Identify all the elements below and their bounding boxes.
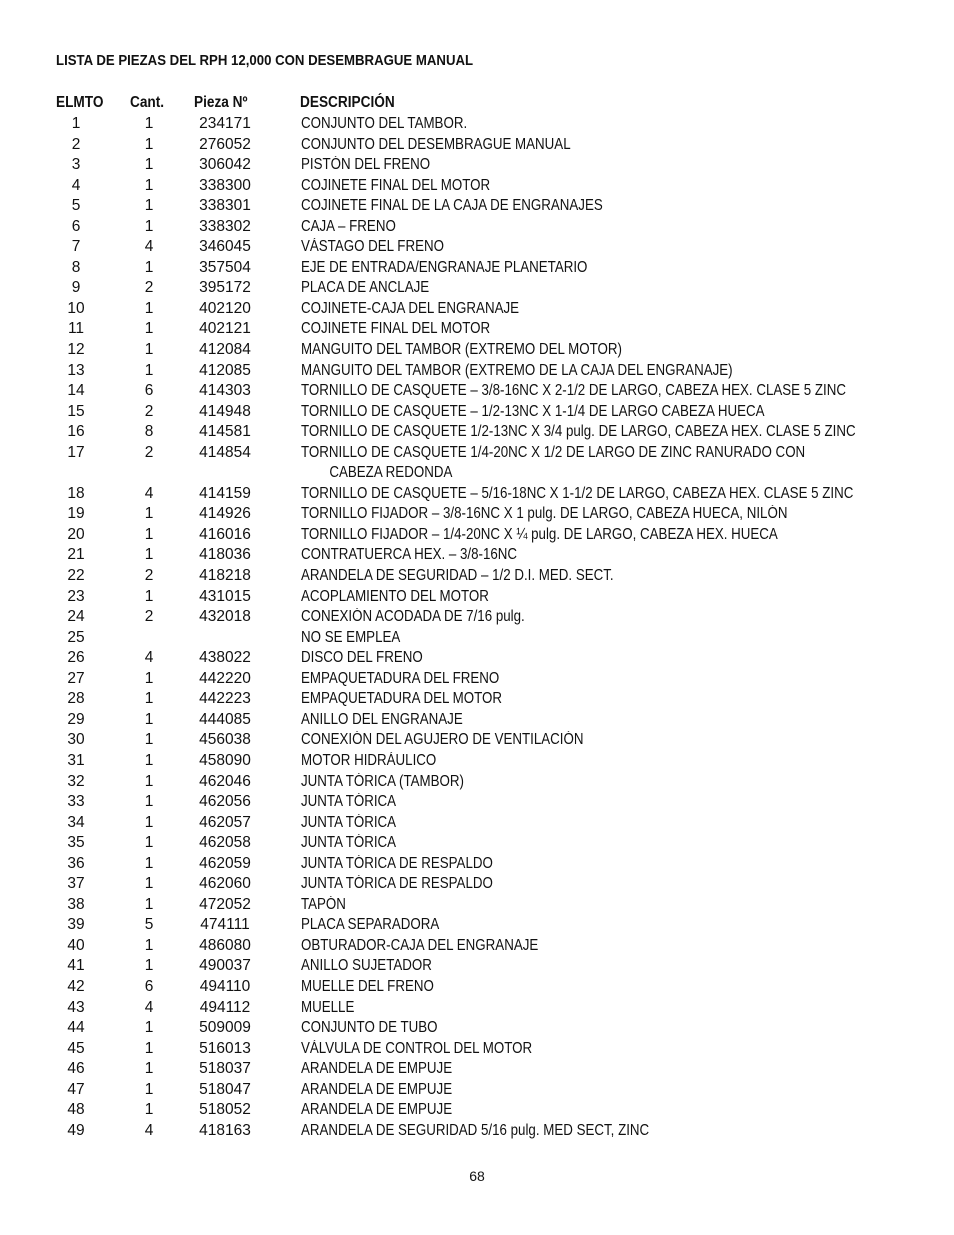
table-row [0,792,954,813]
cell-pieza: 357504 [199,258,251,276]
cell-descripcion: EJE DE ENTRADA/ENGRANAJE PLANETARIO [301,258,588,276]
cell-pieza: 412084 [199,341,251,359]
cell-elmto: 21 [67,546,85,564]
cell-elmto: 24 [67,608,85,626]
cell-elmto: 49 [67,1121,85,1139]
cell-descripcion: ANILLO SUJETADOR [301,957,432,975]
table-row [0,710,954,731]
cell-pieza: 414159 [199,484,251,502]
cell-pieza: 462056 [199,793,251,811]
cell-descripcion: MUELLE [301,998,355,1016]
table-row [0,751,954,772]
cell-pieza: 458090 [199,751,251,769]
table-row [0,1018,954,1039]
cell-cant: 1 [144,690,154,708]
cell-cant: 1 [144,115,154,132]
cell-pieza: 494112 [199,998,251,1016]
cell-descripcion: MANGUITO DEL TAMBOR (EXTREMO DEL MOTOR) [301,341,622,359]
cell-elmto: 3 [71,156,81,174]
table-row [0,135,954,156]
cell-pieza: 416016 [199,525,251,543]
table-row [0,998,954,1019]
cell-elmto: 16 [67,423,85,441]
table-row [0,443,954,484]
table-row [0,299,954,320]
column-header-cant: Cant. [130,94,165,111]
cell-descripcion: TORNILLO DE CASQUETE – 1/2-13NC X 1-1/4 DE LARGO CABEZA HUECA [301,402,765,420]
cell-pieza: 338302 [199,217,251,235]
cell-elmto: 34 [67,813,85,831]
cell-elmto: 19 [67,505,85,523]
cell-pieza: 486080 [199,936,251,954]
cell-pieza: 442220 [199,669,251,687]
cell-cant: 1 [144,957,154,975]
cell-cant: 1 [144,731,154,749]
column-header-pieza: Pieza Nº [194,94,248,111]
cell-pieza: 516013 [199,1039,251,1057]
cell-cant: 4 [144,1121,154,1139]
cell-pieza: 518052 [199,1101,251,1119]
cell-elmto: 42 [67,977,85,995]
cell-elmto: 2 [71,135,81,153]
table-row [0,1059,954,1080]
cell-pieza: 234171 [199,115,251,132]
table-row [0,689,954,710]
cell-elmto: 14 [67,382,85,400]
cell-elmto: 4 [71,176,81,194]
cell-pieza: 462059 [199,854,251,872]
table-row [0,1121,954,1142]
table-row [0,196,954,217]
cell-descripcion: ARANDELA DE EMPUJE [301,1101,453,1119]
parts-table-body [0,114,954,1141]
table-row [0,854,954,875]
cell-cant: 1 [144,936,154,954]
cell-cant: 1 [144,669,154,687]
cell-pieza: 431015 [199,587,251,605]
cell-pieza: 442223 [199,690,251,708]
cell-descripcion: JUNTA TÓRICA [301,834,397,852]
cell-elmto: 36 [67,854,85,872]
cell-elmto: 11 [67,320,85,338]
cell-cant: 1 [144,299,154,317]
table-row [0,1039,954,1060]
table-row [0,648,954,669]
table-row [0,874,954,895]
cell-pieza: 472052 [199,895,251,913]
table-row [0,217,954,238]
cell-pieza: 414948 [199,402,251,420]
cell-descripcion: ACOPLAMIENTO DEL MOTOR [301,587,489,605]
cell-descripcion: JUNTA TÓRICA DE RESPALDO [301,854,493,872]
cell-pieza: 438022 [199,649,251,667]
cell-cant: 1 [144,176,154,194]
cell-elmto: 29 [67,710,85,728]
cell-pieza: 338301 [199,197,251,215]
table-row [0,340,954,361]
cell-pieza: 306042 [199,156,251,174]
cell-descripcion-continued: CABEZA REDONDA [329,464,453,482]
cell-cant: 1 [144,793,154,811]
cell-elmto: 7 [71,238,81,256]
cell-elmto: 48 [67,1101,85,1119]
cell-descripcion: TAPÓN [301,895,346,913]
cell-elmto: 35 [67,834,85,852]
table-row [0,977,954,998]
cell-cant: 1 [144,751,154,769]
table-row [0,114,954,135]
table-row [0,566,954,587]
table-row [0,484,954,505]
cell-cant: 1 [144,834,154,852]
cell-descripcion: OBTURADOR-CAJA DEL ENGRANAJE [301,936,539,954]
column-header-elmto: ELMTO [56,94,104,111]
cell-elmto: 39 [67,916,85,934]
cell-elmto: 23 [67,587,85,605]
cell-descripcion: COJINETE FINAL DEL MOTOR [301,176,491,194]
cell-cant: 1 [144,854,154,872]
cell-pieza: 462060 [199,875,251,893]
cell-cant: 1 [144,1101,154,1119]
cell-pieza: 418218 [199,567,251,585]
table-row [0,915,954,936]
cell-elmto: 46 [67,1060,85,1078]
cell-elmto: 41 [67,957,85,975]
cell-cant: 1 [144,1080,154,1098]
table-row [0,730,954,751]
cell-descripcion: TORNILLO FIJADOR – 3/8-16NC X 1 pulg. DE LARGO, CABEZA HUECA, NILÓN [301,505,788,523]
table-row [0,381,954,402]
cell-cant: 1 [144,135,154,153]
cell-descripcion: JUNTA TÓRICA [301,793,397,811]
cell-cant: 1 [144,875,154,893]
table-row [0,319,954,340]
cell-descripcion: CONJUNTO DEL TAMBOR. [301,115,468,132]
cell-pieza: 462057 [199,813,251,831]
cell-pieza: 462058 [199,834,251,852]
table-row [0,525,954,546]
cell-cant: 2 [144,279,154,297]
table-row [0,956,954,977]
cell-elmto: 30 [67,731,85,749]
cell-cant: 1 [144,217,154,235]
cell-descripcion: CAJA – FRENO [301,217,396,235]
cell-cant: 4 [144,484,154,502]
cell-descripcion: MOTOR HIDRÁULICO [301,751,437,769]
cell-elmto: 40 [67,936,85,954]
cell-pieza: 494110 [199,977,251,995]
cell-cant: 1 [144,1039,154,1057]
cell-descripcion: ANILLO DEL ENGRANAJE [301,710,463,728]
cell-cant: 1 [144,1060,154,1078]
cell-cant: 1 [144,197,154,215]
cell-pieza: 456038 [199,731,251,749]
cell-descripcion: PISTÓN DEL FRENO [301,156,431,174]
cell-descripcion: VÁLVULA DE CONTROL DEL MOTOR [301,1039,533,1057]
cell-elmto: 22 [67,567,85,585]
cell-descripcion: TORNILLO FIJADOR – 1/4-20NC X ¼ pulg. DE LARGO, CABEZA HEX. HUECA [301,525,778,543]
cell-descripcion: COJINETE-CAJA DEL ENGRANAJE [301,299,520,317]
table-row [0,278,954,299]
cell-elmto: 28 [67,690,85,708]
cell-descripcion: ARANDELA DE SEGURIDAD 5/16 pulg. MED SECT, ZINC [301,1121,650,1139]
cell-elmto: 43 [67,998,85,1016]
table-row [0,402,954,423]
cell-pieza: 518047 [199,1080,251,1098]
cell-elmto: 25 [67,628,85,646]
table-row [0,833,954,854]
cell-cant: 1 [144,895,154,913]
cell-descripcion: COJINETE FINAL DE LA CAJA DE ENGRANAJES [301,197,603,215]
cell-elmto: 31 [67,751,85,769]
cell-elmto: 10 [67,299,85,317]
table-row [0,936,954,957]
page-number: 68 [469,1168,485,1184]
cell-elmto: 20 [67,525,85,543]
cell-pieza: 432018 [199,608,251,626]
cell-elmto: 27 [67,669,85,687]
cell-pieza: 518037 [199,1060,251,1078]
cell-descripcion: TORNILLO DE CASQUETE – 3/8-16NC X 2-1/2 DE LARGO, CABEZA HEX. CLASE 5 ZINC [301,382,846,400]
cell-descripcion: COJINETE FINAL DEL MOTOR [301,320,491,338]
cell-cant: 1 [144,772,154,790]
table-row [0,1080,954,1101]
table-row [0,813,954,834]
table-row [0,772,954,793]
cell-cant: 4 [144,998,154,1016]
cell-descripcion: PLACA SEPARADORA [301,916,440,934]
cell-cant: 1 [144,156,154,174]
cell-descripcion: VÁSTAGO DEL FRENO [301,238,444,256]
cell-elmto: 44 [67,1019,85,1037]
cell-pieza: 418036 [199,546,251,564]
cell-elmto: 17 [67,443,85,461]
cell-elmto: 8 [71,258,81,276]
cell-pieza: 414854 [199,443,251,461]
cell-pieza: 509009 [199,1019,251,1037]
cell-cant: 1 [144,813,154,831]
cell-descripcion: JUNTA TÓRICA [301,813,397,831]
table-row [0,422,954,443]
cell-pieza: 338300 [199,176,251,194]
cell-cant: 1 [144,258,154,276]
cell-elmto: 18 [67,484,85,502]
table-row [0,628,954,649]
table-row [0,258,954,279]
cell-elmto: 5 [71,197,81,215]
cell-cant: 4 [144,238,154,256]
cell-cant: 1 [144,587,154,605]
table-row [0,607,954,628]
cell-elmto: 38 [67,895,85,913]
cell-elmto: 12 [67,341,85,359]
table-row [0,237,954,258]
page-title: LISTA DE PIEZAS DEL RPH 12,000 CON DESEMBRAGUE MANUAL [56,52,474,69]
cell-descripcion: DISCO DEL FRENO [301,649,423,667]
cell-descripcion: MANGUITO DEL TAMBOR (EXTREMO DE LA CAJA DEL ENGRANAJE) [301,361,733,379]
cell-cant: 2 [144,402,154,420]
cell-descripcion: TORNILLO DE CASQUETE – 5/16-18NC X 1-1/2 DE LARGO, CABEZA HEX. CLASE 5 ZINC [301,484,854,502]
table-row [0,361,954,382]
cell-pieza: 402121 [199,320,251,338]
cell-descripcion: CONJUNTO DEL DESEMBRAGUE MANUAL [301,135,571,153]
table-row [0,895,954,916]
cell-pieza: 414926 [199,505,251,523]
cell-pieza: 474111 [200,916,250,934]
cell-cant: 2 [144,608,154,626]
cell-cant: 6 [144,977,154,995]
cell-cant: 4 [144,649,154,667]
cell-pieza: 444085 [199,710,251,728]
cell-cant: 1 [144,710,154,728]
cell-pieza: 412085 [199,361,251,379]
cell-descripcion: EMPAQUETADURA DEL FRENO [301,669,500,687]
cell-cant: 1 [144,341,154,359]
cell-elmto: 15 [67,402,85,420]
cell-cant: 1 [144,1019,154,1037]
table-row [0,669,954,690]
cell-cant: 6 [144,382,154,400]
cell-cant: 2 [144,443,154,461]
cell-elmto: 45 [67,1039,85,1057]
cell-cant: 8 [144,423,154,441]
cell-pieza: 395172 [199,279,251,297]
cell-descripcion: CONJUNTO DE TUBO [301,1019,438,1037]
cell-elmto: 47 [67,1080,85,1098]
cell-pieza: 414303 [199,382,251,400]
cell-pieza: 462046 [199,772,251,790]
cell-elmto: 9 [71,279,81,297]
cell-descripcion: ARANDELA DE EMPUJE [301,1060,453,1078]
cell-elmto: 1 [71,115,81,132]
cell-descripcion: MUELLE DEL FRENO [301,977,434,995]
table-row [0,504,954,525]
cell-pieza: 490037 [199,957,251,975]
cell-descripcion: CONTRATUERCA HEX. – 3/8-16NC [301,546,518,564]
cell-pieza: 276052 [199,135,251,153]
cell-descripcion: ARANDELA DE EMPUJE [301,1080,453,1098]
cell-cant: 5 [144,916,154,934]
cell-cant: 2 [144,567,154,585]
cell-pieza: 346045 [199,238,251,256]
cell-descripcion: CONEXIÓN ACODADA DE 7/16 pulg. [301,608,525,626]
cell-descripcion: JUNTA TÓRICA DE RESPALDO [301,875,493,893]
cell-cant: 1 [144,320,154,338]
cell-pieza: 402120 [199,299,251,317]
cell-elmto: 32 [67,772,85,790]
table-row [0,155,954,176]
cell-cant: 1 [144,361,154,379]
cell-cant: 1 [144,525,154,543]
cell-descripcion: TORNILLO DE CASQUETE 1/4-20NC X 1/2 DE LARGO DE ZINC RANURADO CON CABEZA REDONDA [301,443,921,484]
table-row [0,176,954,197]
cell-descripcion: EMPAQUETADURA DEL MOTOR [301,690,502,708]
cell-elmto: 6 [71,217,81,235]
cell-pieza: 418163 [199,1121,251,1139]
cell-descripcion: NO SE EMPLEA [301,628,401,646]
cell-elmto: 33 [67,793,85,811]
cell-descripcion: ARANDELA DE SEGURIDAD – 1/2 D.I. MED. SECT. [301,567,614,585]
cell-cant: 1 [144,546,154,564]
cell-pieza: 414581 [199,423,251,441]
cell-elmto: 26 [67,649,85,667]
cell-descripcion: CONEXIÓN DEL AGUJERO DE VENTILACIÓN [301,731,584,749]
table-row [0,587,954,608]
cell-descripcion: JUNTA TÓRICA (TAMBOR) [301,772,464,790]
table-row [0,545,954,566]
cell-elmto: 37 [67,875,85,893]
cell-elmto: 13 [67,361,85,379]
cell-descripcion: TORNILLO DE CASQUETE 1/2-13NC X 3/4 pulg. DE LARGO, CABEZA HEX. CLASE 5 ZINC [301,423,856,441]
cell-descripcion: PLACA DE ANCLAJE [301,279,430,297]
table-row [0,1100,954,1121]
column-header-descripcion: DESCRIPCIÓN [300,94,395,111]
table-header [0,93,954,113]
cell-cant: 1 [144,505,154,523]
